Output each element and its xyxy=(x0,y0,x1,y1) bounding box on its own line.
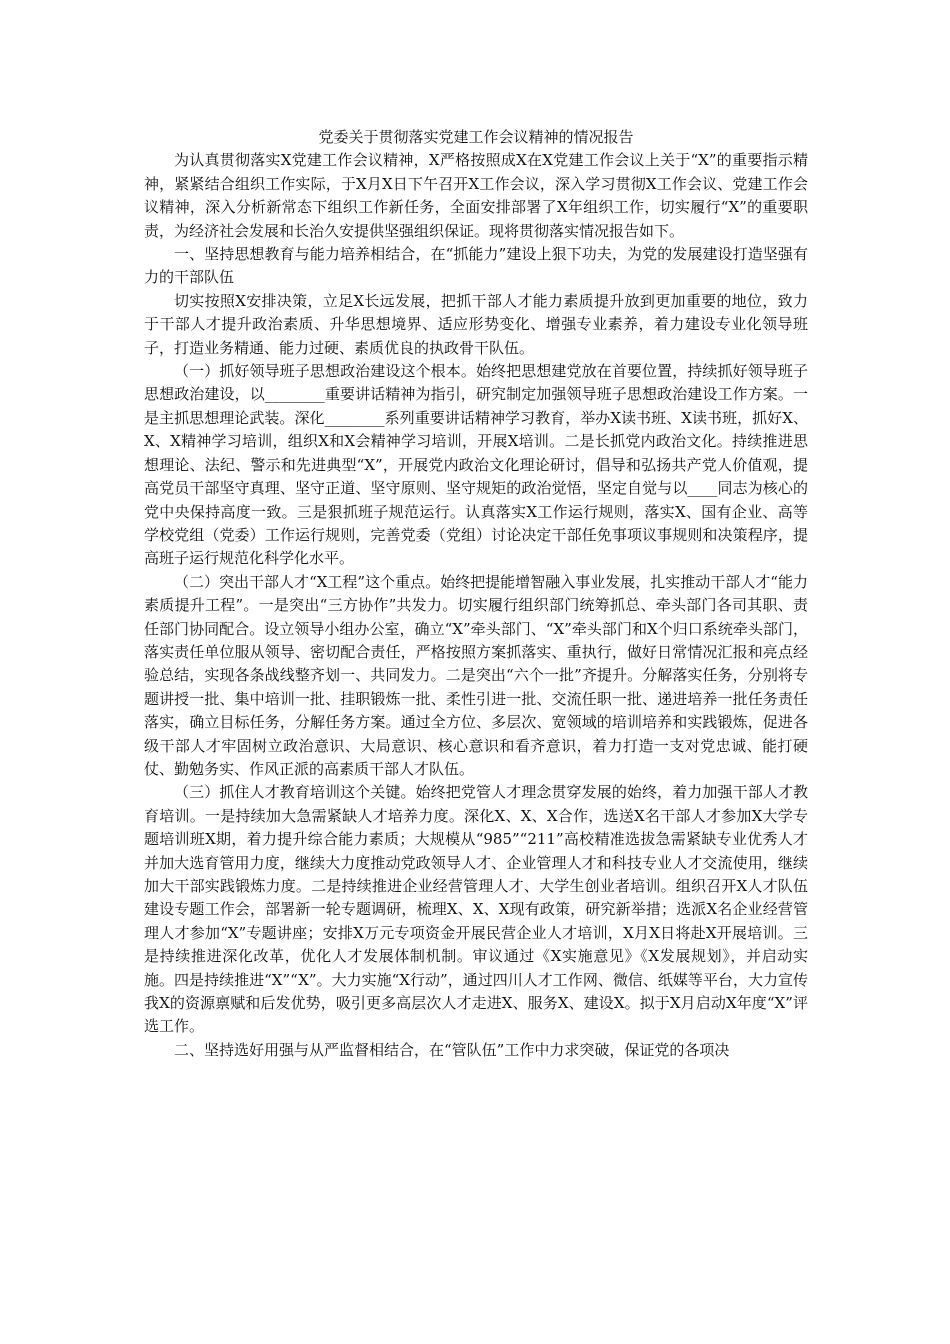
intro-paragraph: 为认真贯彻落实X党建工作会议精神，X严格按照成X在X党建工作会议上关于“X”的重要指示精神，紧紧结合组织工作实际，于X月X日下午召开X工作会议，深入学习贯彻X工作会议、党建工作会议精神，深入分析新常态下组织工作新任务，全面安排部署了X年组织工作，切实履行“X”的重要职责，为经济社会发展和长治久安提供坚强组织保证。现将贯彻落实情况报告如下。 xyxy=(144,151,808,240)
subsection-two-paragraph: （二）突出干部人才“X工程”这个重点。始终把提能增智融入事业发展，扎实推动干部人才“能力素质提升工程”。一是突出“三方协作”共发力。切实履行组织部门统筹抓总、牵头部门各司其职、责任部门协同配合。设立领导小组办公室，确立“X”牵头部门、“X”牵头部门和X个归口系统牵头部门，落实责任单位服从领导、密切配合责任，严格按照方案抓落实、重执行，做好日常情况汇报和亮点经验总结，实现各条战线整齐划一、共同发力。二是突出“六个一批”齐提升。分解落实任务，分别将专题讲授一批、集中培训一批、挂职锻炼一批、柔性引进一批、交流任职一批、递进培养一批任务责任落实，确立目标任务，分解任务方案。通过全方位、多层次、宽领域的培训培养和实践锻炼，促进各级干部人才牢固树立政治意识、大局意识、核心意识和看齐意识，着力打造一支对党忠诚、能打硬仗、勤勉务实、作风正派的高素质干部人才队伍。 xyxy=(144,572,808,778)
section-two-heading: 二、坚持选好用强与从严监督相结合，在“管队伍”工作中力求突破，保证党的各项决 xyxy=(174,1040,730,1059)
subsection-one-paragraph: （一）抓好领导班子思想政治建设这个根本。始终把思想建党放在首要位置，持续抓好领导班子思想政治建设，以________重要讲话精神为指引，研究制定加强领导班子思想政治建设工作方案。一是主抓思想理论武装。深化________系列重要讲话精神学习教育，举办X读书班、X读书班，抓好X、X、X精神学习培训，组织X和X会精神学习培训，开展X培训。二是长抓党内政治文化。持续推进思想理论、法纪、警示和先进典型“X”，开展党内政治文化理论研讨，倡导和弘扬共产党人价值观，提高党员干部坚守真理、坚守正道、坚守原则、坚守规矩的政治觉悟，坚定自觉与以____同志为核心的党中央保持高度一致。三是狠抓班子规范运行。认真落实X工作运行规则，落实X、国有企业、高等学校党组（党委）工作运行规则，完善党委（党组）讨论决定干部任免事项议事规则和决策程序，提高班子运行规范化科学化水平。 xyxy=(144,362,808,568)
section-one-body: 切实按照X安排决策，立足X长远发展，把抓干部人才能力素质提升放到更加重要的地位，致力于干部人才提升政治素质、升华思想境界、适应形势变化、增强专业素养，着力建设专业化领导班子，打造业务精通、能力过硬、素质优良的执政骨干队伍。 xyxy=(144,291,808,357)
document-title: 党委关于贯彻落实党建工作会议精神的情况报告 xyxy=(318,128,634,146)
subsection-three-paragraph: （三）抓住人才教育培训这个关键。始终把党管人才理念贯穿发展的始终，着力加强干部人才教育培训。一是持续加大急需紧缺人才培养力度。深化X、X、X合作，选送X名干部人才参加X大学专题培训班X期，着力提升综合能力素质；大规模从“985”“211”高校精准选拔急需紧缺专业优秀人才并加大选育管用力度，继续大力度推动党政领导人才、企业管理人才和科技专业人才交流使用，继续加大干部实践锻炼力度。二是持续推进企业经营管理人才、大学生创业者培训。组织召开X人才队伍建设专题工作会，部署新一轮专题调研，梳理X、X、X现有政策，研究新举措；选派X名企业经营管理人才参加“X”专题讲座；安排X万元专项资金开展民营企业人才培训，X月X日将赴X开展培训。三是持续推进深化改革，优化人才发展体制机制。审议通过《X实施意见》《X发展规划》，并启动实施。四是持续推进“X”“X”。大力实施“X行动”，通过四川人才工作网、微信、纸媒等平台，大力宣传我X的资源禀赋和后发优势，吸引更多高层次人才走进X、服务X、建设X。拟于X月启动X年度“X”评选工作。 xyxy=(144,783,808,1036)
section-one-heading: 一、坚持思想教育与能力培养相结合，在“抓能力”建设上狠下功夫，为党的发展建设打造坚强有力的干部队伍 xyxy=(144,245,808,287)
document-page xyxy=(144,126,808,1062)
